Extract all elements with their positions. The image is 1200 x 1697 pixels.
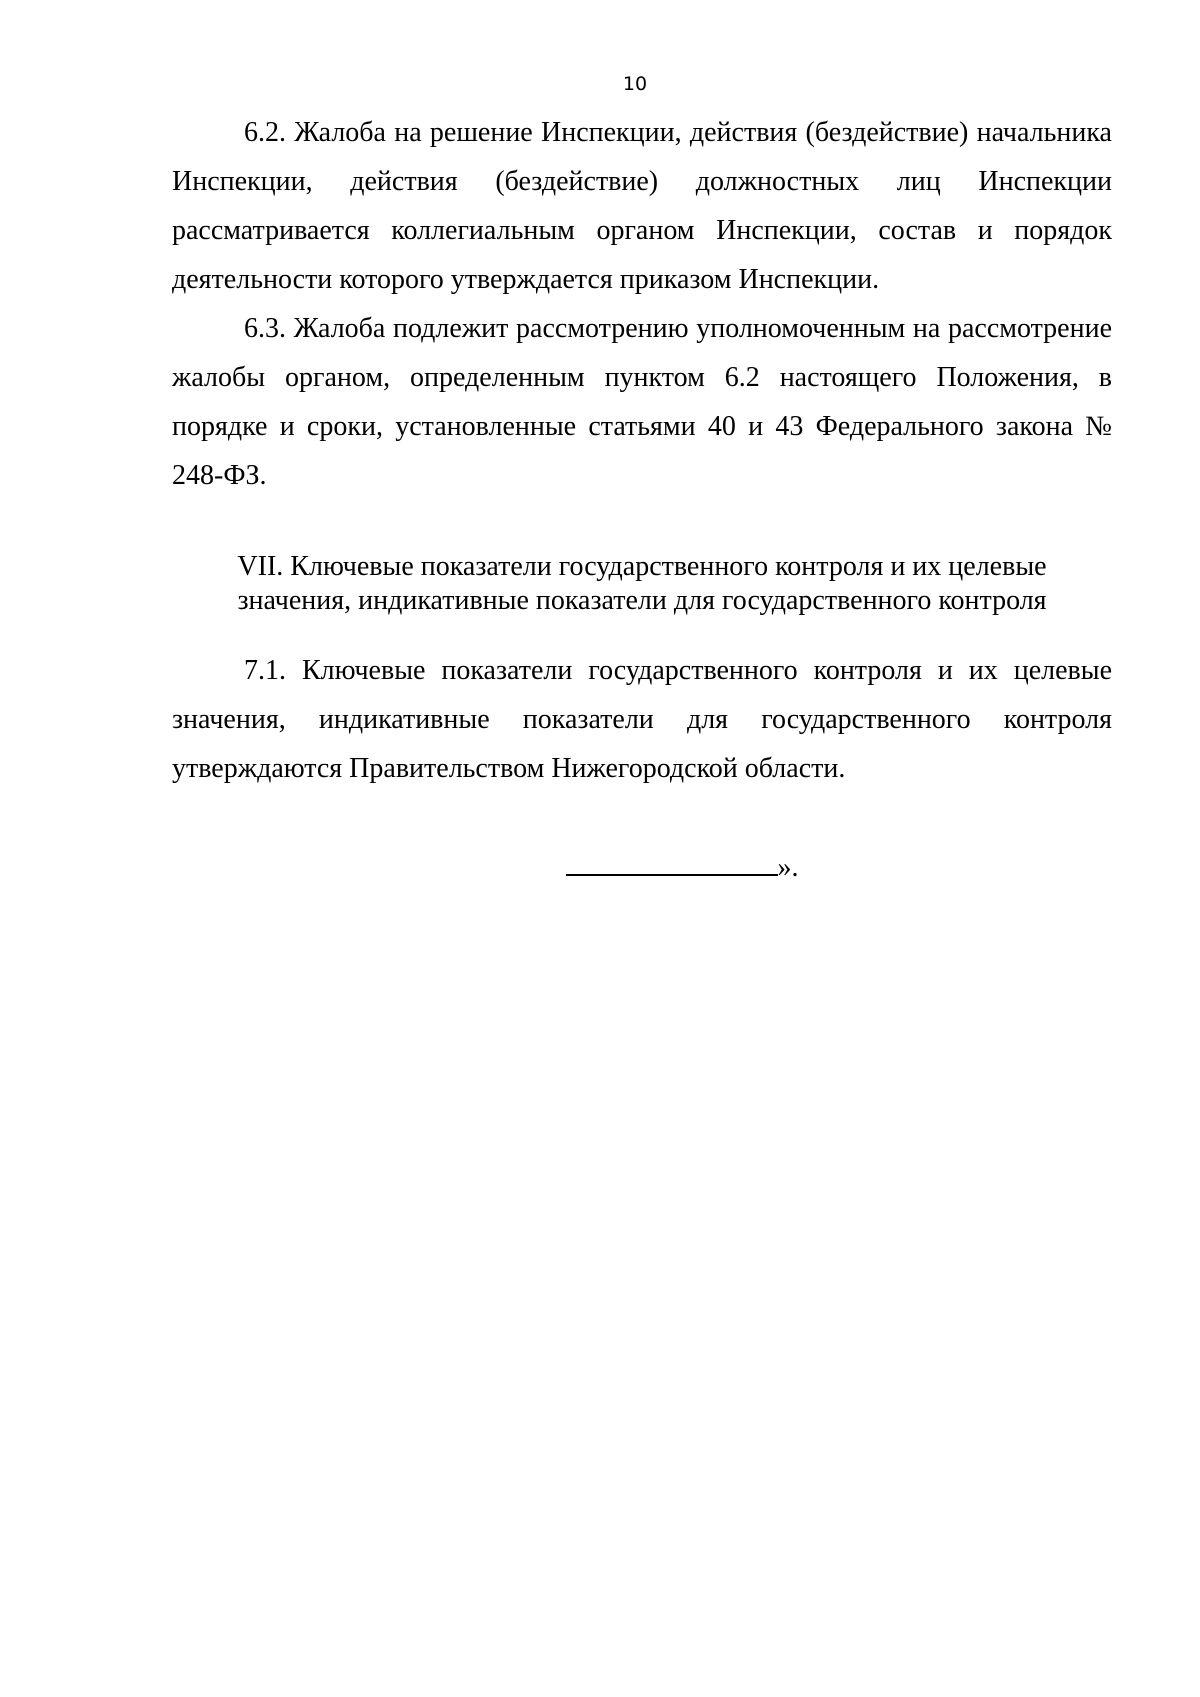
closing-underline bbox=[566, 848, 778, 876]
closing-quote-mark: ». bbox=[777, 852, 799, 883]
section-heading-line-1: VII. Ключевые показатели государственного контроля и их целевые bbox=[237, 551, 1047, 582]
section-heading-line-2: значения, индикативные показатели для государственного контроля bbox=[237, 585, 1047, 616]
paragraph-7-1: 7.1. Ключевые показатели государственного контроля и их целевые значения, индикативные показатели для государственного контроля утверждаются Правительством Нижегородской области. bbox=[172, 655, 1112, 784]
page-number: 10 bbox=[622, 73, 648, 95]
section-heading bbox=[172, 550, 1052, 618]
paragraph-6-2: 6.2. Жалоба на решение Инспекции, действия (бездействие) начальника Инспекции, действия (бездействие) должностных лиц Инспекции рассматривается коллегиальным органом Инспекции, состав и порядок деятельности которого утверждается приказом Инспекции. bbox=[172, 117, 1112, 295]
paragraph-6-3: 6.3. Жалоба подлежит рассмотрению уполномоченным на рассмотрение жалобы органом, определенным пунктом 6.2 настоящего Положения, в порядке и сроки, установленные статьями 40 и 43 Федерального закона № 248-ФЗ. bbox=[172, 313, 1112, 491]
document-body bbox=[172, 108, 1112, 892]
closing-line bbox=[172, 843, 1112, 892]
